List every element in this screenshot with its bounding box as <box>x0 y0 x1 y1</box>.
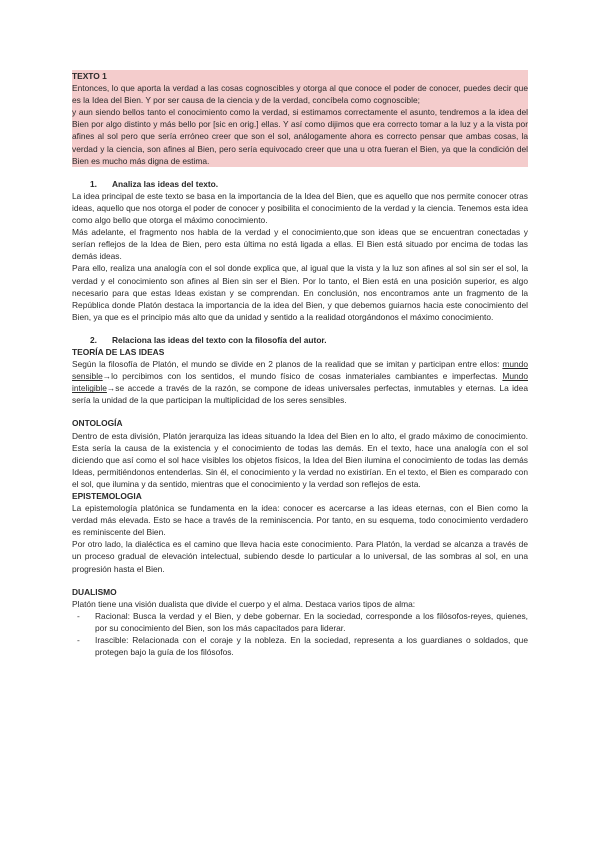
epistemologia-paragraph-1: La epistemología platónica se fundamenta en la idea: conocer es acercarse a las ideas eternas, con el Bien como la verdad más elevada. Esto se hace a través de la reminiscencia. Por tanto, en su esquema, todo conocimiento verdadero es reminiscente del Bien. <box>72 503 528 538</box>
mundo-sensible-term: mundo sensible <box>72 359 528 382</box>
question-1-heading <box>72 178 528 190</box>
epistemologia-heading: EPISTEMOLOGIA <box>72 491 142 501</box>
list-item <box>72 634 528 658</box>
question-1-number: 1. <box>90 178 97 189</box>
mundo-inteligible-term: Mundo inteligible <box>72 371 528 394</box>
teoria-text-a: Según la filosofía de Platón, el mundo se divide en 2 planos de la realidad que se imitan y participan entre ellos: <box>72 359 503 370</box>
texto1-title: TEXTO 1 <box>72 70 528 82</box>
question-1-title: Analiza las ideas del texto. <box>112 178 219 189</box>
ontologia-paragraph: Dentro de esta división, Platón jerarquiza las ideas situando la Idea del Bien en lo alto, el grado máximo de conocimiento. Esta sería la causa de la existencia y el conocimiento de todas las demás. En el texto, hace una analogía con el sol diciendo que así como el sol hace visibles los objetos físicos, la Idea del Bien ilumina el conocimiento de todas las demás Ideas, permitiéndonos entenderlas. Sin él, el conocimiento y la verdad no existirían. En el texto, el Bien es comparado con el sol, que ilumina y da sentido, mientras que el conocimiento y la verdad son reflejos de esta. <box>72 430 528 489</box>
q1-paragraph-2: Más adelante, el fragmento nos habla de la verdad y el conocimiento,que son ideas que se encuentran conectadas y serían reflejos de la Idea de Bien, pero esta última no está ligada a ellas. El Bien está situado por encima de todas las demás ideas. <box>72 227 528 262</box>
q1-paragraph-3: Para ello, realiza una analogía con el sol donde explica que, al igual que la vista y la luz son afines al sol sin ser el sol, la verdad y el conocimiento son afines al Bien sin ser el Bien. Por lo tanto, el Bien está en una posición superior, es algo necesario para que estas Ideas existan y se comprendan. En conclusión, nos encontramos ante un fragmento de la República donde Platón destaca la importancia de la idea del Bien, y que debemos guiarnos hacia este conocimiento del Bien, ya que es el principio más alto que da unidad y sentido a la realidad otorgándonos el máximo conocimiento. <box>72 263 528 322</box>
teoria-ideas-heading: TEORÍA DE LAS IDEAS <box>72 346 165 357</box>
teoria-text-c: →se accede a través de la razón, se compone de ideas universales perfectas, inmutables y eternas. La idea sería la unidad de la que participan la multiplicidad de los seres sensibles. <box>72 383 528 406</box>
teoria-ideas-paragraph <box>72 358 528 406</box>
teoria-text-b: →lo percibimos con los sentidos, el mundo físico de cosas inmateriales cambiantes e imperfectas. <box>102 371 503 382</box>
list-item <box>72 610 528 634</box>
question-2-heading <box>72 334 528 346</box>
question-2-number: 2. <box>90 334 97 345</box>
q1-paragraph-1: La idea principal de este texto se basa en la importancia de la Idea del Bien, que es aquello que nos permite conocer otras ideas, aquello que nos otorga el poder de conocer y posibilita el conocimiento de la verdad y la ciencia. Tenemos esta idea como algo bello que otorga el máximo conocimiento. <box>72 190 528 226</box>
dualismo-intro: Platón tiene una visión dualista que divide el cuerpo y el alma. Destaca varios tipos de alma: <box>72 598 416 609</box>
ontologia-heading: ONTOLOGÍA <box>72 418 123 429</box>
texto1-paragraph-1: Entonces, lo que aporta la verdad a las cosas cognoscibles y otorga al que conoce el poder de conocer, puedes decir que es la Idea del Bien. Y por ser causa de la ciencia y de la verdad, concíbela como cognoscible; <box>72 83 528 106</box>
bullet-dash: - <box>77 635 80 646</box>
document-page <box>72 70 528 658</box>
bullet-text-racional: Racional: Busca la verdad y el Bien, y debe gobernar. En la sociedad, corresponde a los filósofos-reyes, quienes, por su conocimiento del Bien, son los más capacitados para liderar. <box>95 610 528 633</box>
epistemologia-paragraph-2: Por otro lado, la dialéctica es el camino que lleva hacia este conocimiento. Para Platón, la verdad se alcanza a través de un proceso gradual de elevación intelectual, subiendo desde lo particular a lo universal, de las sombras al sol, en una progresión hasta el Bien. <box>72 539 528 574</box>
texto1-paragraph-2: y aun siendo bellos tanto el conocimiento como la verdad, si estimamos correctamente el asunto, tendremos a la idea del Bien por algo distinto y más bello por [sic en orig.] ellas. Y así como dijimos que era correcto tomar a la luz y a la vista por afines al sol pero que sería erróneo creer que son el sol, análogamente ahora es correcto pensar que ambas cosas, la verdad y la ciencia, son afines al Bien, pero sería equivocado creer que una u otra fueran el Bien, ya que la condición del Bien es mucho más digna de estima. <box>72 107 528 166</box>
question-2-title: Relaciona las ideas del texto con la filosofía del autor. <box>112 334 327 345</box>
bullet-dash: - <box>77 610 80 621</box>
dualismo-heading: DUALISMO <box>72 586 117 597</box>
bullet-text-irascible: Irascible: Relacionada con el coraje y la nobleza. En la sociedad, representa a los guardianes o soldados, que protegen bajo la guía de los filósofos. <box>95 635 528 658</box>
